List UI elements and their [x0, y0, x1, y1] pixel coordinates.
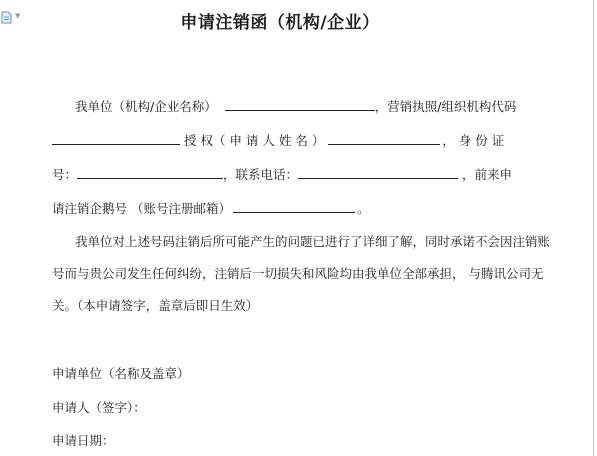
form-line-3 [52, 166, 512, 183]
id-number-blank [77, 166, 223, 179]
account-email-label: 请注销企鹅号 （账号注册邮箱） [52, 201, 231, 216]
account-email-blank [233, 200, 355, 213]
form-line-1 [75, 98, 516, 115]
id-card-label: ， 身 份 证 [442, 133, 505, 148]
applicant-name-label: 授 权（ 申 请 人 姓 名 ） [184, 133, 325, 148]
phone-label: ，联系电话： [223, 167, 299, 182]
license-code-blank [52, 132, 180, 145]
chevron-down-icon[interactable]: ▼ [15, 12, 21, 20]
applicant-signature-label: 申请人（签字）： [52, 400, 146, 415]
period: 。 [356, 201, 370, 216]
commitment-line-1: 我单位对上述号码注销后所可能产生的问题已进行了详细了解，同时承诺不会因注销账 [75, 234, 551, 249]
form-line-2 [52, 132, 504, 149]
applicant-unit-label: 申请单位（名称及盖章） [52, 366, 190, 381]
continue-text: ，前来申 [462, 167, 513, 182]
applicant-name-blank [328, 132, 440, 145]
application-date-label: 申请日期： [52, 433, 115, 448]
org-name-blank [225, 98, 375, 111]
phone-blank [298, 166, 458, 179]
org-name-label: 我单位（机构/企业名称） [75, 99, 217, 114]
document-title: 申请注销函（机构/企业） [180, 13, 380, 33]
form-line-4 [52, 200, 370, 217]
page-border [593, 0, 594, 456]
license-code-label: ，营销执照/组织机构代码 [374, 99, 517, 114]
commitment-line-3: 关。（本申请签字，盖章后即日生效） [52, 298, 259, 313]
id-number-label: 号： [52, 167, 78, 182]
commitment-line-2: 号而与贵公司发生任何纠纷，注销后一切损失和风险均由我单位全部承担， 与腾讯公司无 [52, 266, 544, 281]
